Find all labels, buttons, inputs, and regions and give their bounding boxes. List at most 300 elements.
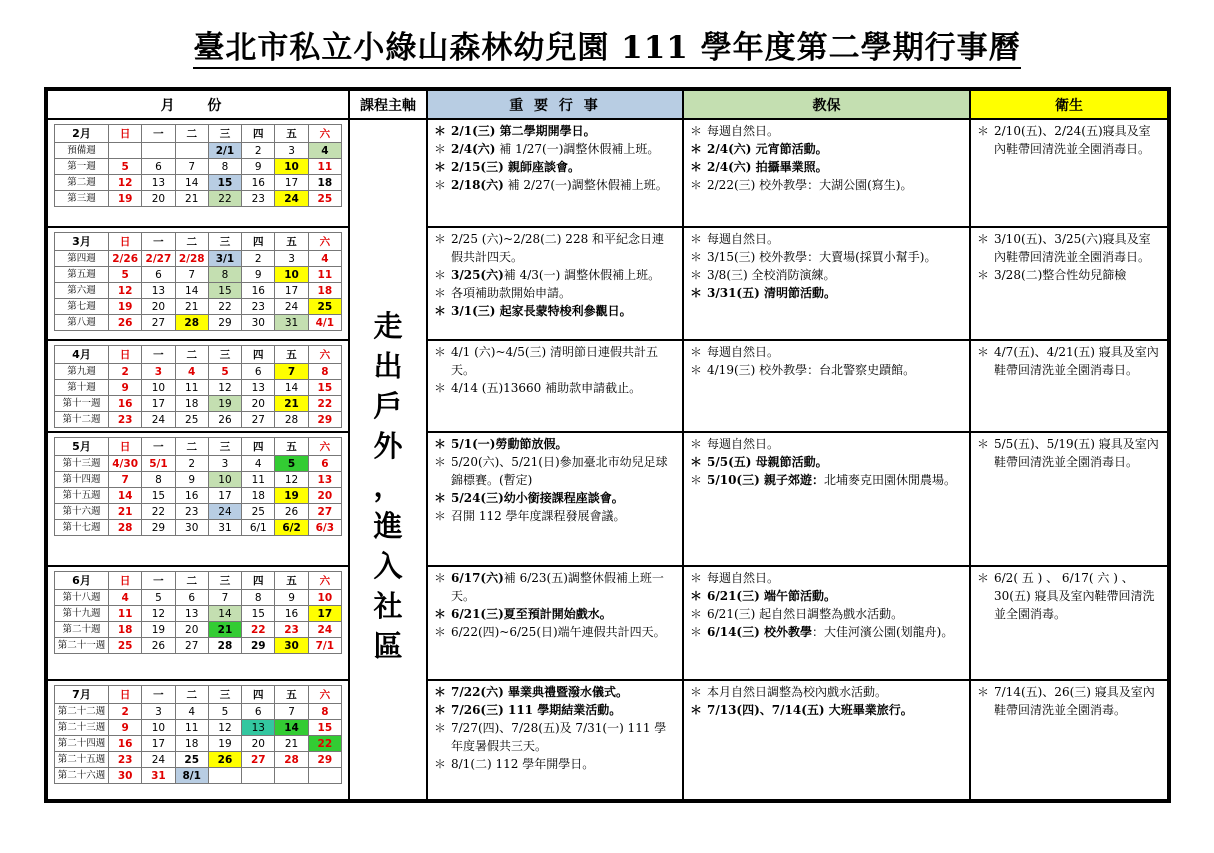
- day-cell: 9: [242, 159, 275, 175]
- theme-char: 區: [373, 629, 403, 663]
- day-cell: 19: [208, 396, 241, 412]
- day-cell: 9: [242, 267, 275, 283]
- day-cell: 12: [142, 606, 175, 622]
- day-cell: 7: [275, 704, 308, 720]
- day-cell: 19: [142, 622, 175, 638]
- list-item: ＊ 2/4(六) 補 1/27(一)調整休假補上班。: [434, 140, 676, 158]
- list-item: ＊ 6/22(四)~6/25(日)端午連假共計四天。: [434, 623, 676, 641]
- day-cell: 26: [275, 504, 308, 520]
- week-name: 第二十週: [55, 622, 109, 638]
- list-item: ＊ 3/15(三) 校外教學：大賣場(採買小幫手)。: [690, 248, 963, 266]
- day-cell: 18: [109, 622, 142, 638]
- weekday-header: 二: [175, 686, 208, 704]
- day-cell: 29: [308, 752, 341, 768]
- list-item: ＊ 每週自然日。: [690, 122, 963, 140]
- week-name: 第十四週: [55, 472, 109, 488]
- day-cell: 13: [142, 283, 175, 299]
- day-cell: 27: [142, 315, 175, 331]
- list-item: ＊ 3/31(五) 清明節活動。: [690, 284, 963, 302]
- day-cell: 26: [142, 638, 175, 654]
- day-cell: 15: [208, 175, 241, 191]
- list-item: ＊ 7/14(五)、26(三) 寢具及室內鞋帶回清洗並全園消毒。: [977, 683, 1161, 719]
- day-cell: 3: [142, 364, 175, 380]
- day-cell: 6: [308, 456, 341, 472]
- list-item: ＊ 2/25 (六)~2/28(二) 228 和平紀念日連假共計四天。: [434, 230, 676, 266]
- day-cell: 23: [175, 504, 208, 520]
- day-cell: 20: [242, 736, 275, 752]
- day-cell: 21: [275, 396, 308, 412]
- month-label: 7月: [55, 686, 109, 704]
- weekday-header: 四: [242, 233, 275, 251]
- day-cell: 15: [308, 380, 341, 396]
- week-name: 第二十五週: [55, 752, 109, 768]
- day-cell: 16: [175, 488, 208, 504]
- day-cell: 6/1: [242, 520, 275, 536]
- day-cell: 20: [308, 488, 341, 504]
- day-cell: 24: [308, 622, 341, 638]
- weekday-header: 日: [109, 438, 142, 456]
- day-cell: 19: [275, 488, 308, 504]
- list-item: ＊ 6/21(三)夏至預計開始戲水。: [434, 605, 676, 623]
- day-cell: 10: [308, 590, 341, 606]
- health-cell: [971, 120, 1167, 226]
- events-cell: [428, 567, 682, 679]
- day-cell: 22: [208, 299, 241, 315]
- day-cell: 10: [208, 472, 241, 488]
- day-cell: 4/1: [308, 315, 341, 331]
- week-name: 第二週: [55, 175, 109, 191]
- week-row: [55, 472, 342, 488]
- month-label: 6月: [55, 572, 109, 590]
- day-cell: 9: [109, 380, 142, 396]
- day-cell: 23: [109, 752, 142, 768]
- day-cell: 27: [175, 638, 208, 654]
- care-cell: [684, 433, 969, 565]
- day-cell: 25: [308, 299, 341, 315]
- day-cell: 13: [175, 606, 208, 622]
- day-cell: 4: [242, 456, 275, 472]
- day-cell: 25: [175, 412, 208, 428]
- day-cell: 11: [308, 159, 341, 175]
- week-name: 第五週: [55, 267, 109, 283]
- day-cell: 24: [142, 752, 175, 768]
- day-cell: 18: [175, 396, 208, 412]
- health-cell: [971, 567, 1167, 679]
- day-cell: 10: [275, 159, 308, 175]
- day-cell: 6/3: [308, 520, 341, 536]
- theme-char: 進: [373, 509, 403, 543]
- list-item: ＊ 2/22(三) 校外教學：大湖公園(寫生)。: [690, 176, 963, 194]
- day-cell: 24: [275, 299, 308, 315]
- day-cell: 20: [142, 299, 175, 315]
- day-cell: 5: [208, 364, 241, 380]
- day-cell: 12: [208, 720, 241, 736]
- weekday-header: 二: [175, 125, 208, 143]
- events-cell: [428, 681, 682, 799]
- theme-char: 出: [373, 349, 403, 383]
- day-cell: 8: [142, 472, 175, 488]
- day-cell: 3: [275, 143, 308, 159]
- week-name: 第二十一週: [55, 638, 109, 654]
- day-cell: 21: [175, 299, 208, 315]
- day-cell: 26: [208, 752, 241, 768]
- week-name: 第十週: [55, 380, 109, 396]
- day-cell: 30: [275, 638, 308, 654]
- day-cell: 31: [142, 768, 175, 784]
- month-table: [54, 437, 342, 536]
- week-name: 第十八週: [55, 590, 109, 606]
- day-cell: 7: [175, 159, 208, 175]
- weekday-header: 一: [142, 686, 175, 704]
- day-cell: 20: [175, 622, 208, 638]
- theme-char: 走: [373, 309, 403, 343]
- list-item: ＊ 6/14(三) 校外教學：大佳河濱公園(划龍舟)。: [690, 623, 963, 641]
- day-cell: 18: [242, 488, 275, 504]
- day-cell: 18: [175, 736, 208, 752]
- day-cell: 2: [109, 704, 142, 720]
- health-cell: [971, 433, 1167, 565]
- list-item: ＊ 本月自然日調整為校內戲水活動。: [690, 683, 963, 701]
- day-cell: 2/27: [142, 251, 175, 267]
- weekday-header: 日: [109, 125, 142, 143]
- day-cell: 14: [109, 488, 142, 504]
- day-cell: 22: [242, 622, 275, 638]
- month-label: 2月: [55, 125, 109, 143]
- day-cell: 8: [308, 704, 341, 720]
- week-row: [55, 299, 342, 315]
- day-cell: 8: [208, 267, 241, 283]
- day-cell: 16: [109, 736, 142, 752]
- weekday-header: 一: [142, 125, 175, 143]
- list-item: ＊ 4/14 (五)13660 補助款申請截止。: [434, 379, 676, 397]
- day-cell: 21: [208, 622, 241, 638]
- day-cell: 29: [308, 412, 341, 428]
- list-item: ＊ 5/5(五) 母親節活動。: [690, 453, 963, 471]
- weekday-header: 四: [242, 346, 275, 364]
- day-cell: 13: [242, 720, 275, 736]
- day-cell: 4: [308, 143, 341, 159]
- month-table: [54, 571, 342, 654]
- day-cell: 12: [109, 283, 142, 299]
- events-cell: [428, 341, 682, 431]
- month-label: 4月: [55, 346, 109, 364]
- month-calendar: [48, 567, 348, 679]
- health-cell: [971, 228, 1167, 339]
- day-cell: 17: [275, 283, 308, 299]
- day-cell: 25: [242, 504, 275, 520]
- day-cell: 10: [275, 267, 308, 283]
- day-cell: 31: [275, 315, 308, 331]
- day-cell: 31: [208, 520, 241, 536]
- day-cell: 15: [242, 606, 275, 622]
- day-cell: 22: [208, 191, 241, 207]
- list-item: ＊ 7/27(四)、7/28(五)及 7/31(一) 111 學年度暑假共三天。: [434, 719, 676, 755]
- list-item: ＊ 每週自然日。: [690, 230, 963, 248]
- weekday-header: 一: [142, 233, 175, 251]
- day-cell: 21: [109, 504, 142, 520]
- day-cell: 17: [275, 175, 308, 191]
- list-item: ＊ 4/1 (六)~4/5(三) 清明節日連假共計五天。: [434, 343, 676, 379]
- day-cell: 18: [308, 283, 341, 299]
- day-cell: 12: [275, 472, 308, 488]
- day-cell: 2/28: [175, 251, 208, 267]
- week-row: [55, 488, 342, 504]
- week-name: 第十七週: [55, 520, 109, 536]
- day-cell: 28: [275, 412, 308, 428]
- day-cell: 30: [109, 768, 142, 784]
- month-calendar: [48, 341, 348, 431]
- weekday-header: 二: [175, 346, 208, 364]
- week-row: [55, 315, 342, 331]
- health-cell: [971, 681, 1167, 799]
- events-cell: [428, 120, 682, 226]
- header-theme: 課程主軸: [350, 91, 426, 118]
- day-cell: 8: [308, 364, 341, 380]
- week-row: [55, 396, 342, 412]
- list-item: ＊ 4/19(三) 校外教學：台北警察史蹟館。: [690, 361, 963, 379]
- week-row: [55, 736, 342, 752]
- week-row: [55, 752, 342, 768]
- calendar-table: [44, 87, 1171, 803]
- day-cell: [175, 143, 208, 159]
- weekday-header: 五: [275, 346, 308, 364]
- month-table: [54, 124, 342, 207]
- day-cell: 27: [242, 752, 275, 768]
- header-health: 衛生: [971, 91, 1167, 118]
- list-item: ＊ 5/10(三) 親子郊遊：北埔麥克田園休閒農場。: [690, 471, 963, 489]
- day-cell: 26: [208, 412, 241, 428]
- day-cell: 11: [242, 472, 275, 488]
- day-cell: 14: [175, 283, 208, 299]
- care-cell: [684, 120, 969, 226]
- day-cell: 8: [208, 159, 241, 175]
- week-row: [55, 380, 342, 396]
- day-cell: 16: [275, 606, 308, 622]
- list-item: ＊ 各項補助款開始申請。: [434, 284, 676, 302]
- day-cell: 19: [109, 299, 142, 315]
- day-cell: 6: [142, 159, 175, 175]
- day-cell: 25: [109, 638, 142, 654]
- list-item: ＊ 5/1(一)勞動節放假。: [434, 435, 676, 453]
- day-cell: 24: [275, 191, 308, 207]
- list-item: ＊ 6/21(三) 起自然日調整為戲水活動。: [690, 605, 963, 623]
- list-item: ＊ 每週自然日。: [690, 569, 963, 587]
- day-cell: 27: [308, 504, 341, 520]
- week-row: [55, 175, 342, 191]
- care-cell: [684, 341, 969, 431]
- day-cell: 5: [142, 590, 175, 606]
- month-table: [54, 232, 342, 331]
- list-item: ＊ 3/28(二)整合性幼兒篩檢: [977, 266, 1161, 284]
- week-row: [55, 504, 342, 520]
- day-cell: 10: [142, 380, 175, 396]
- week-name: 第四週: [55, 251, 109, 267]
- month-calendar: [48, 120, 348, 226]
- list-item: ＊ 2/1(三) 第二學期開學日。: [434, 122, 676, 140]
- day-cell: 5: [109, 267, 142, 283]
- day-cell: 18: [308, 175, 341, 191]
- weekday-header: 二: [175, 233, 208, 251]
- weekday-header: 三: [208, 438, 241, 456]
- day-cell: 27: [242, 412, 275, 428]
- weekday-header: 六: [308, 438, 341, 456]
- day-cell: 22: [308, 396, 341, 412]
- day-cell: 25: [308, 191, 341, 207]
- weekday-header: 一: [142, 346, 175, 364]
- header-month: 月 份: [48, 91, 348, 118]
- list-item: ＊ 3/1(三) 起家長蒙特梭利參觀日。: [434, 302, 676, 320]
- list-item: ＊ 2/4(六) 拍攝畢業照。: [690, 158, 963, 176]
- day-cell: 17: [142, 736, 175, 752]
- weekday-header: 六: [308, 572, 341, 590]
- month-label: 3月: [55, 233, 109, 251]
- day-cell: 19: [208, 736, 241, 752]
- weekday-header: 一: [142, 572, 175, 590]
- week-row: [55, 159, 342, 175]
- day-cell: [208, 768, 241, 784]
- day-cell: 9: [275, 590, 308, 606]
- week-name: 第十六週: [55, 504, 109, 520]
- weekday-header: 六: [308, 346, 341, 364]
- day-cell: 24: [208, 504, 241, 520]
- day-cell: 11: [175, 380, 208, 396]
- list-item: ＊ 2/4(六) 元宵節活動。: [690, 140, 963, 158]
- weekday-header: 六: [308, 686, 341, 704]
- day-cell: 9: [109, 720, 142, 736]
- day-cell: 2/1: [208, 143, 241, 159]
- weekday-header: 四: [242, 572, 275, 590]
- list-item: ＊ 3/10(五)、3/25(六)寢具及室內鞋帶回清洗並全園消毒日。: [977, 230, 1161, 266]
- day-cell: 25: [175, 752, 208, 768]
- list-item: ＊ 2/18(六) 補 2/27(一)調整休假補上班。: [434, 176, 676, 194]
- list-item: ＊ 7/22(六) 畢業典禮暨潑水儀式。: [434, 683, 676, 701]
- day-cell: 11: [308, 267, 341, 283]
- week-row: [55, 720, 342, 736]
- header-events: 重 要 行 事: [428, 91, 682, 118]
- day-cell: 28: [109, 520, 142, 536]
- day-cell: 19: [109, 191, 142, 207]
- day-cell: 12: [109, 175, 142, 191]
- month-calendar: [48, 228, 348, 339]
- week-name: 第八週: [55, 315, 109, 331]
- day-cell: 4: [109, 590, 142, 606]
- day-cell: 24: [142, 412, 175, 428]
- theme-char: 社: [373, 589, 403, 623]
- week-row: [55, 412, 342, 428]
- month-calendar: [48, 433, 348, 565]
- week-row: [55, 283, 342, 299]
- week-name: 第一週: [55, 159, 109, 175]
- day-cell: [109, 143, 142, 159]
- day-cell: 29: [242, 638, 275, 654]
- list-item: ＊ 5/24(三)幼小銜接課程座談會。: [434, 489, 676, 507]
- list-item: ＊ 7/26(三) 111 學期結業活動。: [434, 701, 676, 719]
- week-name: 第二十四週: [55, 736, 109, 752]
- day-cell: 28: [208, 638, 241, 654]
- week-row: [55, 251, 342, 267]
- theme-char: 外: [373, 429, 403, 463]
- list-item: ＊ 3/25(六)補 4/3(一) 調整休假補上班。: [434, 266, 676, 284]
- weekday-header: 六: [308, 125, 341, 143]
- day-cell: 23: [275, 622, 308, 638]
- day-cell: 4: [308, 251, 341, 267]
- day-cell: 9: [175, 472, 208, 488]
- week-row: [55, 520, 342, 536]
- day-cell: 2: [109, 364, 142, 380]
- day-cell: 21: [275, 736, 308, 752]
- day-cell: 4: [175, 704, 208, 720]
- day-cell: 23: [109, 412, 142, 428]
- weekday-header: 六: [308, 233, 341, 251]
- week-name: 第二十六週: [55, 768, 109, 784]
- week-row: [55, 638, 342, 654]
- day-cell: 15: [308, 720, 341, 736]
- header-care: 教保: [684, 91, 969, 118]
- day-cell: 2: [242, 251, 275, 267]
- day-cell: 6: [175, 590, 208, 606]
- day-cell: 7: [175, 267, 208, 283]
- weekday-header: 五: [275, 686, 308, 704]
- day-cell: 10: [142, 720, 175, 736]
- day-cell: 6/2: [275, 520, 308, 536]
- day-cell: 16: [242, 283, 275, 299]
- day-cell: 6: [142, 267, 175, 283]
- month-calendar: [48, 681, 348, 799]
- week-row: [55, 704, 342, 720]
- day-cell: 14: [208, 606, 241, 622]
- week-name: 第七週: [55, 299, 109, 315]
- weekday-header: 二: [175, 572, 208, 590]
- page-title: 臺北市私立小綠山森林幼兒園 111 學年度第二學期行事曆: [0, 22, 1214, 67]
- day-cell: 13: [308, 472, 341, 488]
- day-cell: 13: [242, 380, 275, 396]
- day-cell: 13: [142, 175, 175, 191]
- care-cell: [684, 681, 969, 799]
- month-label: 5月: [55, 438, 109, 456]
- day-cell: 2: [175, 456, 208, 472]
- week-name: 第三週: [55, 191, 109, 207]
- day-cell: 20: [142, 191, 175, 207]
- events-cell: [428, 228, 682, 339]
- weekday-header: 四: [242, 438, 275, 456]
- day-cell: 7: [275, 364, 308, 380]
- weekday-header: 一: [142, 438, 175, 456]
- day-cell: 3: [275, 251, 308, 267]
- day-cell: [275, 768, 308, 784]
- day-cell: 26: [109, 315, 142, 331]
- day-cell: 29: [142, 520, 175, 536]
- day-cell: 15: [208, 283, 241, 299]
- day-cell: 4/30: [109, 456, 142, 472]
- day-cell: 2: [242, 143, 275, 159]
- week-name: 第九週: [55, 364, 109, 380]
- day-cell: 7: [109, 472, 142, 488]
- day-cell: 14: [275, 720, 308, 736]
- list-item: ＊ 7/13(四)、7/14(五) 大班畢業旅行。: [690, 701, 963, 719]
- day-cell: 14: [175, 175, 208, 191]
- day-cell: 16: [242, 175, 275, 191]
- day-cell: 29: [208, 315, 241, 331]
- day-cell: 28: [175, 315, 208, 331]
- course-theme: [350, 120, 426, 799]
- theme-char: ，: [373, 469, 403, 503]
- day-cell: 17: [142, 396, 175, 412]
- week-row: [55, 768, 342, 784]
- care-cell: [684, 567, 969, 679]
- weekday-header: 三: [208, 572, 241, 590]
- day-cell: 5/1: [142, 456, 175, 472]
- care-cell: [684, 228, 969, 339]
